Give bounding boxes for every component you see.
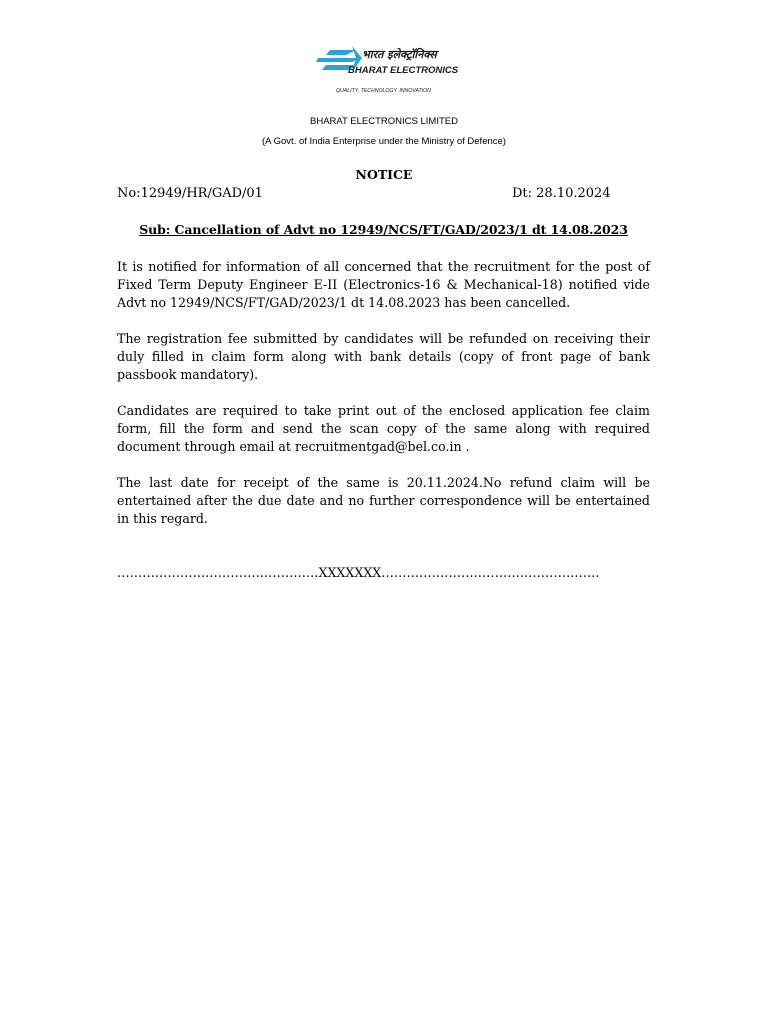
subject-line: Sub: Cancellation of Advt no 12949/NCS/FT/GAD/2023/1 dt 14.08.2023 bbox=[139, 222, 628, 237]
paragraph-cancellation: It is notified for information of all concerned that the recruitment for the post of Fixed Term Deputy Engineer E-II (Electronics-16 & Mechanical-18) notified vide Advt no 12949/NCS/FT/GAD/2023/1 dt 14.08.2023 has been cancelled. bbox=[117, 259, 650, 310]
logo-english-text: BHARAT ELECTRONICS bbox=[348, 65, 459, 76]
reference-row bbox=[117, 186, 650, 204]
logo-tagline: QUALITY. TECHNOLOGY. INNOVATION bbox=[336, 88, 431, 94]
org-subtitle: (A Govt. of India Enterprise under the Ministry of Defence) bbox=[262, 136, 506, 147]
logo-hindi-text: भारत इलेक्ट्रॉनिक्स bbox=[362, 48, 437, 61]
end-marker: …………………………………………XXXXXXX……………………………………………. bbox=[117, 565, 600, 580]
paragraph-refund: The registration fee submitted by candidates will be refunded on receiving their duly filled in claim form along with bank details (copy of front page of bank passbook mandatory). bbox=[117, 331, 650, 382]
org-name: BHARAT ELECTRONICS LIMITED bbox=[310, 116, 458, 127]
notice-title: NOTICE bbox=[355, 167, 413, 182]
paragraph-last-date: The last date for receipt of the same is 20.11.2024.No refund claim will be entertained after the due date and no further correspondence will be entertained in this regard. bbox=[117, 475, 650, 526]
notice-date: Dt: 28.10.2024 bbox=[512, 186, 611, 201]
reference-number: No:12949/HR/GAD/01 bbox=[117, 186, 263, 201]
paragraph-claim-form: Candidates are required to take print out of the enclosed application fee claim form, fill the form and send the scan copy of the same along with required document through email at recruitmentgad@bel.co.in . bbox=[117, 403, 650, 454]
bel-logo bbox=[316, 44, 460, 96]
